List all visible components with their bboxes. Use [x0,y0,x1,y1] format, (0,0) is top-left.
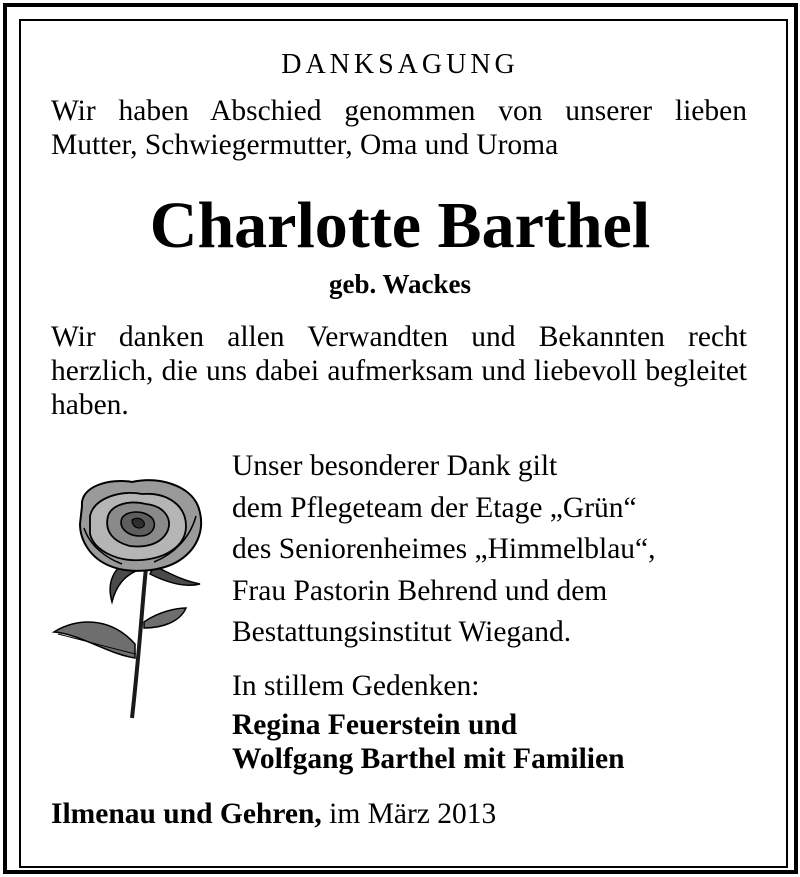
mourners [232,708,625,776]
place: Ilmenau und Gehren, [51,798,322,830]
rose-petal [132,518,144,528]
rose-leaf [144,608,186,628]
thanks-text: Wir danken allen Verwandten und Bekannten recht herzlich, die uns dabei aufmerksam und liebevoll begleitet haben. [51,321,747,421]
deceased-name: Charlotte Barthel [149,189,651,262]
special-thanks-line: Unser besonderer Dank gilt [232,450,558,482]
special-thanks-line: des Seniorenheimes „Himmelblau“, [232,533,656,565]
maiden-name: geb. Wackes [328,269,471,299]
memory-label: In stillem Gedenken: [232,670,480,702]
special-thanks-line: Bestattungsinstitut Wiegand. [232,616,572,648]
rose-icon [50,476,210,721]
mourner-line: Wolfgang Barthel mit Familien [232,743,625,775]
mourner-line: Regina Feuerstein und [232,709,518,741]
place-date-line [51,796,496,832]
special-thanks-line: dem Pflegeteam der Etage „Grün“ [232,491,637,524]
special-thanks [232,446,656,654]
intro-text: Wir haben Abschied genommen von unserer lieben Mutter, Schwiegermutter, Oma und Uroma [51,95,747,161]
special-thanks-line: Frau Pastorin Behrend und dem [232,574,608,607]
notice-heading: DANKSAGUNG [281,49,519,80]
date: im März 2013 [329,798,497,830]
rose-leaf [54,622,135,658]
